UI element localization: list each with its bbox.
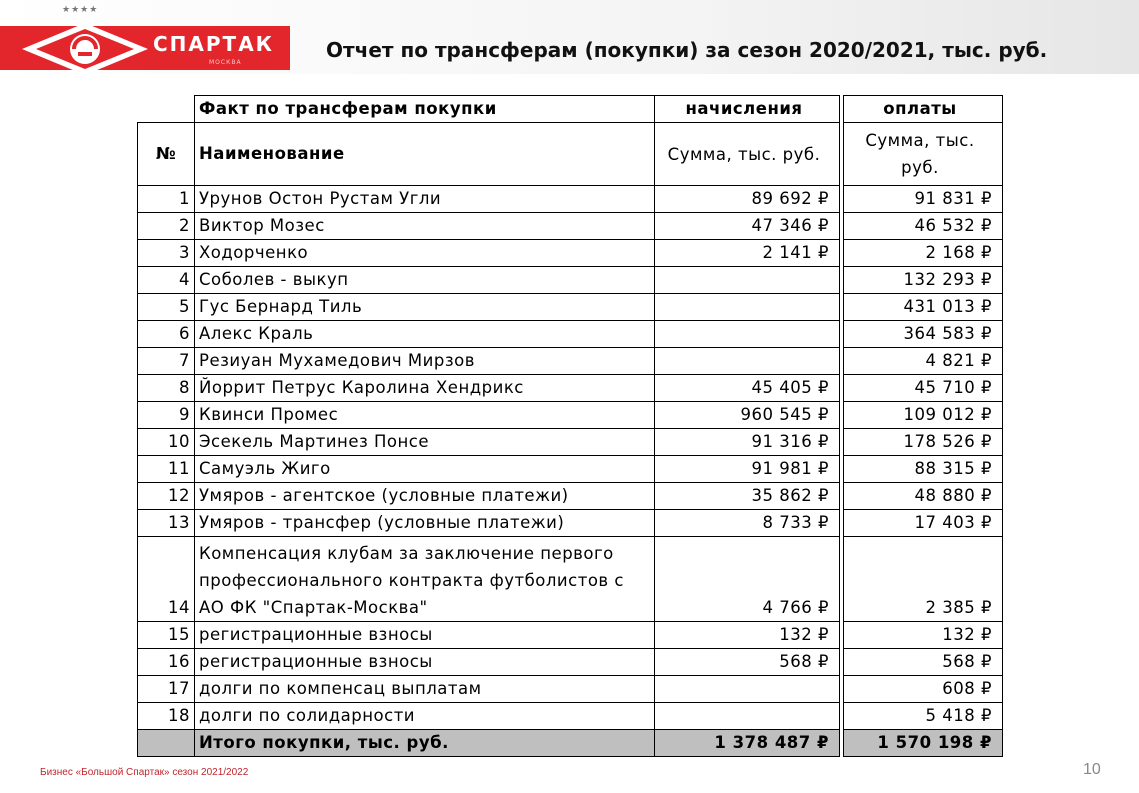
row-payment: 91 831 ₽ xyxy=(844,186,1003,213)
row-payment: 568 ₽ xyxy=(844,649,1003,676)
row-name: Ходорченко xyxy=(195,240,655,267)
table-row xyxy=(138,537,1003,622)
table-row xyxy=(138,375,1003,402)
table-row xyxy=(138,294,1003,321)
row-payment: 431 013 ₽ xyxy=(844,294,1003,321)
row-accrual: 35 862 ₽ xyxy=(655,483,840,510)
row-accrual: 8 733 ₽ xyxy=(655,510,840,537)
table-row xyxy=(138,429,1003,456)
page-number: 10 xyxy=(1083,761,1101,778)
subheader-acc-sum: Сумма, тыс. руб. xyxy=(655,123,840,186)
header-payments: оплаты xyxy=(844,96,1003,123)
subheader-pay-sum: Сумма, тыс. руб. xyxy=(844,123,1003,186)
row-number: 11 xyxy=(138,456,195,483)
row-name: Соболев - выкуп xyxy=(195,267,655,294)
total-row xyxy=(138,730,1003,757)
slide-title: Отчет по трансферам (покупки) за сезон 2020/2021, тыс. руб. xyxy=(326,38,1048,62)
row-payment: 4 821 ₽ xyxy=(844,348,1003,375)
row-accrual: 89 692 ₽ xyxy=(655,186,840,213)
row-name: Гус Бернард Тиль xyxy=(195,294,655,321)
row-number: 17 xyxy=(138,676,195,703)
footer-text: Бизнес «Большой Спартак» сезон 2021/2022 xyxy=(40,767,249,778)
row-number: 6 xyxy=(138,321,195,348)
row-name: Йоррит Петрус Каролина Хендрикс xyxy=(195,375,655,402)
total-payments: 1 570 198 ₽ xyxy=(844,730,1003,757)
table-row xyxy=(138,348,1003,375)
row-payment: 109 012 ₽ xyxy=(844,402,1003,429)
header-accruals: начисления xyxy=(655,96,840,123)
row-accrual: 568 ₽ xyxy=(655,649,840,676)
spartak-emblem-icon xyxy=(22,23,148,75)
row-payment: 132 293 ₽ xyxy=(844,267,1003,294)
row-name: Компенсация клубам за заключение первого профессионального контракта футболистов с АО ФК "Спартак-Москва" xyxy=(195,537,655,622)
table-row xyxy=(138,510,1003,537)
table-row xyxy=(138,321,1003,348)
transfers-table xyxy=(137,95,1003,757)
row-payment: 5 418 ₽ xyxy=(844,703,1003,730)
logo-text: СПАРТАК xyxy=(153,32,275,56)
logo-subtext: МОСКВА xyxy=(209,59,242,66)
row-name: долги по солидарности xyxy=(195,703,655,730)
row-accrual xyxy=(655,267,840,294)
row-name: Эсекель Мартинез Понсе xyxy=(195,429,655,456)
row-name: Резиуан Мухамедович Мирзов xyxy=(195,348,655,375)
row-accrual: 45 405 ₽ xyxy=(655,375,840,402)
row-accrual: 2 141 ₽ xyxy=(655,240,840,267)
table-header-row xyxy=(138,96,1003,123)
row-payment: 178 526 ₽ xyxy=(844,429,1003,456)
table-row xyxy=(138,483,1003,510)
row-name: регистрационные взносы xyxy=(195,622,655,649)
row-payment: 2 168 ₽ xyxy=(844,240,1003,267)
subheader-name: Наименование xyxy=(195,123,655,186)
row-accrual: 960 545 ₽ xyxy=(655,402,840,429)
header-empty-cell xyxy=(138,96,195,123)
row-accrual: 91 981 ₽ xyxy=(655,456,840,483)
header-fact: Факт по трансферам покупки xyxy=(195,96,655,123)
row-number: 15 xyxy=(138,622,195,649)
row-name: регистрационные взносы xyxy=(195,649,655,676)
row-number: 3 xyxy=(138,240,195,267)
total-accruals: 1 378 487 ₽ xyxy=(655,730,840,757)
total-empty-cell xyxy=(138,730,195,757)
row-accrual xyxy=(655,321,840,348)
row-accrual xyxy=(655,703,840,730)
row-name: Самуэль Жиго xyxy=(195,456,655,483)
row-number: 18 xyxy=(138,703,195,730)
table-subheader-row xyxy=(138,123,1003,186)
row-name: Умяров - трансфер (условные платежи) xyxy=(195,510,655,537)
row-number: 12 xyxy=(138,483,195,510)
row-number: 7 xyxy=(138,348,195,375)
subheader-no: № xyxy=(138,123,195,186)
total-label: Итого покупки, тыс. руб. xyxy=(195,730,655,757)
row-payment: 46 532 ₽ xyxy=(844,213,1003,240)
row-accrual: 47 346 ₽ xyxy=(655,213,840,240)
row-name: Алекс Краль xyxy=(195,321,655,348)
row-accrual: 91 316 ₽ xyxy=(655,429,840,456)
table-row xyxy=(138,213,1003,240)
table-row xyxy=(138,649,1003,676)
row-accrual: 132 ₽ xyxy=(655,622,840,649)
row-name: Урунов Остон Рустам Угли xyxy=(195,186,655,213)
table-row xyxy=(138,622,1003,649)
table-row xyxy=(138,676,1003,703)
row-payment: 2 385 ₽ xyxy=(844,537,1003,622)
row-accrual: 4 766 ₽ xyxy=(655,537,840,622)
row-number: 2 xyxy=(138,213,195,240)
logo-stars: ★★★★ xyxy=(62,5,99,15)
row-payment: 48 880 ₽ xyxy=(844,483,1003,510)
row-name: Виктор Мозес xyxy=(195,213,655,240)
table-row xyxy=(138,703,1003,730)
row-payment: 88 315 ₽ xyxy=(844,456,1003,483)
row-number: 8 xyxy=(138,375,195,402)
table-row xyxy=(138,186,1003,213)
row-number: 4 xyxy=(138,267,195,294)
row-accrual xyxy=(655,676,840,703)
row-payment: 132 ₽ xyxy=(844,622,1003,649)
row-number: 13 xyxy=(138,510,195,537)
table-row xyxy=(138,402,1003,429)
row-number: 14 xyxy=(138,537,195,622)
row-number: 1 xyxy=(138,186,195,213)
row-accrual xyxy=(655,348,840,375)
row-number: 10 xyxy=(138,429,195,456)
row-number: 16 xyxy=(138,649,195,676)
table-row xyxy=(138,240,1003,267)
row-name: Умяров - агентское (условные платежи) xyxy=(195,483,655,510)
row-name: Квинси Промес xyxy=(195,402,655,429)
row-payment: 17 403 ₽ xyxy=(844,510,1003,537)
row-payment: 364 583 ₽ xyxy=(844,321,1003,348)
row-payment: 608 ₽ xyxy=(844,676,1003,703)
table-row xyxy=(138,456,1003,483)
table-row xyxy=(138,267,1003,294)
row-payment: 45 710 ₽ xyxy=(844,375,1003,402)
row-name: долги по компенсац выплатам xyxy=(195,676,655,703)
row-accrual xyxy=(655,294,840,321)
row-number: 9 xyxy=(138,402,195,429)
row-number: 5 xyxy=(138,294,195,321)
